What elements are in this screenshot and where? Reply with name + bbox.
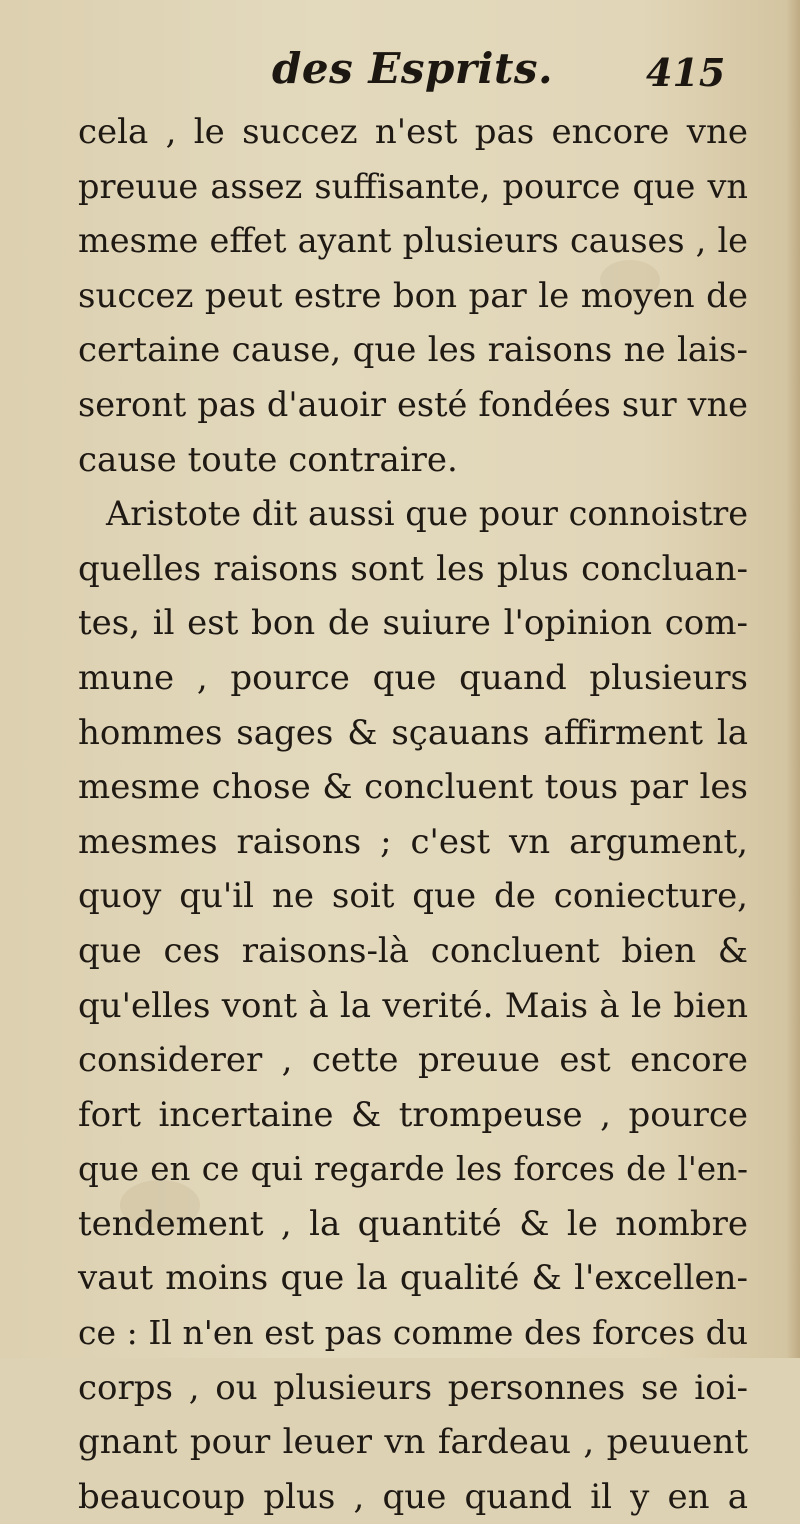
page-header: [0, 40, 800, 110]
text-line: fort incertaine & trompeuse , pource: [78, 1094, 748, 1135]
text-line: que en ce qui regarde les forces de l'en-: [78, 1150, 748, 1189]
text-line: gnant pour leuer vn fardeau , peuuent: [78, 1422, 748, 1463]
text-line: qu'elles vont à la verité. Mais à le bien: [78, 985, 748, 1026]
text-line: tendement , la quantité & le nombre: [78, 1203, 748, 1244]
page-edge-shadow: [786, 0, 800, 1358]
body-text: [78, 105, 748, 1524]
text-line: quelles raisons sont les plus concluan-: [78, 548, 748, 589]
text-line: hommes sages & sçauans affirment la: [78, 712, 748, 753]
text-line: beaucoup plus , que quand il y en a: [78, 1476, 748, 1517]
text-line: mesme chose & concluent tous par les: [78, 767, 748, 808]
text-line: vaut moins que la qualité & l'excellen-: [78, 1258, 748, 1299]
text-line: mesme effet ayant plusieurs causes , le: [78, 221, 748, 261]
text-line: considerer , cette preuue est encore: [78, 1040, 748, 1081]
page-number: 415: [646, 50, 726, 95]
text-line: tes, il est bon de suiure l'opinion com-: [78, 603, 748, 644]
text-line: mesmes raisons ; c'est vn argument,: [78, 821, 748, 862]
text-line: corps , ou plusieurs personnes se ioi-: [78, 1367, 748, 1408]
text-line: seront pas d'auoir esté fondées sur vne: [78, 384, 748, 424]
text-line: cela , le succez n'est pas encore vne: [78, 112, 748, 152]
text-line: Aristote dit aussi que pour connoistre: [106, 494, 749, 534]
text-line: que ces raisons-là concluent bien &: [78, 930, 748, 971]
text-line: mune , pource que quand plusieurs: [78, 657, 748, 698]
running-head: des Esprits.: [272, 44, 554, 93]
text-line: ce : Il n'en est pas comme des forces du: [78, 1313, 748, 1353]
text-line: cause toute contraire.: [78, 439, 458, 480]
text-line: quoy qu'il ne soit que de coniecture,: [78, 876, 748, 917]
text-line: succez peut estre bon par le moyen de: [78, 275, 748, 316]
text-line: preuue assez suffisante, pource que vn: [78, 166, 748, 206]
text-line: certaine cause, que les raisons ne lais-: [78, 330, 748, 371]
